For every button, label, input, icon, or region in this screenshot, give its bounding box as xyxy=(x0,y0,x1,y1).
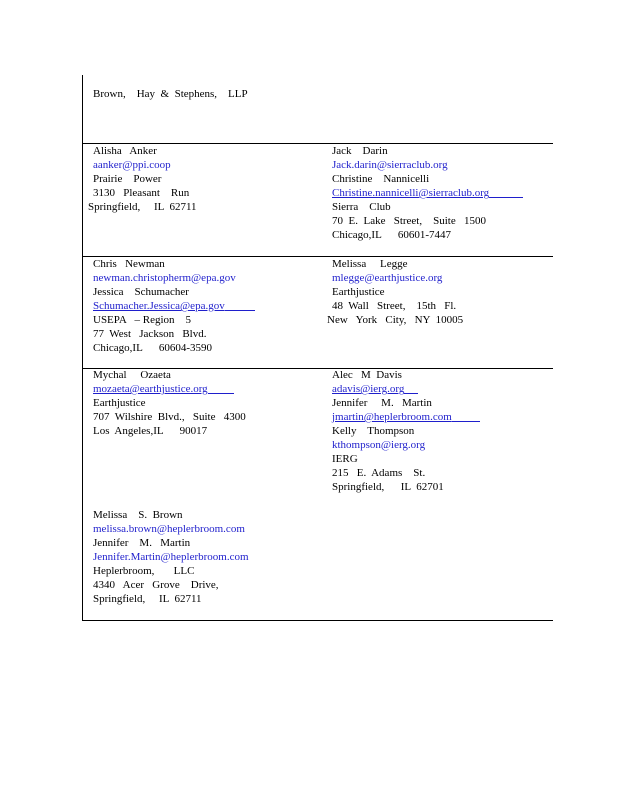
contact-email-link[interactable]: mlegge@earthjustice.org xyxy=(332,272,443,284)
underline-fill xyxy=(489,186,523,198)
contact-email-link[interactable]: melissa.brown@heplerbroom.com xyxy=(93,523,245,535)
firm-name: Brown, Hay & Stephens, LLP xyxy=(93,88,248,100)
contact-city: Chicago,IL 60601-7447 xyxy=(332,229,452,241)
contact-city: Chicago,IL 60604-3590 xyxy=(93,342,213,354)
contact-address: 48 Wall Street, 15th Fl. xyxy=(332,300,457,312)
contact-address: 4340 Acer Grove Drive, xyxy=(93,579,219,591)
contact-city: Springfield, IL 62711 xyxy=(93,593,202,605)
contact-name: Chris Newman xyxy=(93,258,165,270)
contact-email-link[interactable]: jmartin@heplerbroom.com xyxy=(332,411,452,423)
contact-city: Los Angeles,IL 90017 xyxy=(93,425,208,437)
contact-name: Jack Darin xyxy=(332,145,388,157)
contact-address: 70 E. Lake Street, Suite 1500 xyxy=(332,215,486,227)
contact-organization: Earthjustice xyxy=(93,397,146,409)
contact-name: Mychal Ozaeta xyxy=(93,369,171,381)
contact-name: Melissa Legge xyxy=(332,258,408,270)
underline-fill xyxy=(404,382,418,394)
contact-organization: Prairie Power xyxy=(93,173,162,185)
contact-email-link[interactable]: Jennifer.Martin@heplerbroom.com xyxy=(93,551,249,563)
underline-fill xyxy=(225,299,255,311)
contact-email-link[interactable]: Christine.nannicelli@sierraclub.org xyxy=(332,187,490,199)
contact-address: 77 West Jackson Blvd. xyxy=(93,328,207,340)
contact-email-link[interactable]: newman.christopherm@epa.gov xyxy=(93,272,236,284)
contact-email-link[interactable]: adavis@ierg.org xyxy=(332,383,405,395)
contact-email-link[interactable]: Jack.darin@sierraclub.org xyxy=(332,159,448,171)
contact-organization: USEPA – Region 5 xyxy=(93,314,192,326)
contact-name: Jennifer M. Martin xyxy=(93,537,191,549)
contact-name: Alec M Davis xyxy=(332,369,402,381)
contact-email-link[interactable]: mozaeta@earthjustice.org xyxy=(93,383,208,395)
contact-city: Springfield, IL 62711 xyxy=(88,201,197,213)
contact-name: Jessica Schumacher xyxy=(93,286,189,298)
contact-email-link[interactable]: Schumacher.Jessica@epa.gov xyxy=(93,300,225,312)
row-divider xyxy=(82,620,553,621)
contact-address: 215 E. Adams St. xyxy=(332,467,426,479)
underline-fill xyxy=(452,410,480,422)
table-left-border xyxy=(82,75,83,620)
underline-fill xyxy=(208,382,234,394)
contact-address: 707 Wilshire Blvd., Suite 4300 xyxy=(93,411,246,423)
contact-name: Jennifer M. Martin xyxy=(332,397,432,409)
contact-email-link[interactable]: kthompson@ierg.org xyxy=(332,439,426,451)
contact-city: New York City, NY 10005 xyxy=(327,314,464,326)
contact-organization: Earthjustice xyxy=(332,286,385,298)
contact-address: 3130 Pleasant Run xyxy=(93,187,190,199)
contact-organization: Heplerbroom, LLC xyxy=(93,565,195,577)
contact-name: Alisha Anker xyxy=(93,145,157,157)
contact-name: Kelly Thompson xyxy=(332,425,415,437)
contact-email-link[interactable]: aanker@ppi.coop xyxy=(93,159,171,171)
contact-organization: Sierra Club xyxy=(332,201,391,213)
contact-name: Melissa S. Brown xyxy=(93,509,183,521)
contact-city: Springfield, IL 62701 xyxy=(332,481,444,493)
contact-name: Christine Nannicelli xyxy=(332,173,430,185)
contact-organization: IERG xyxy=(332,453,358,465)
